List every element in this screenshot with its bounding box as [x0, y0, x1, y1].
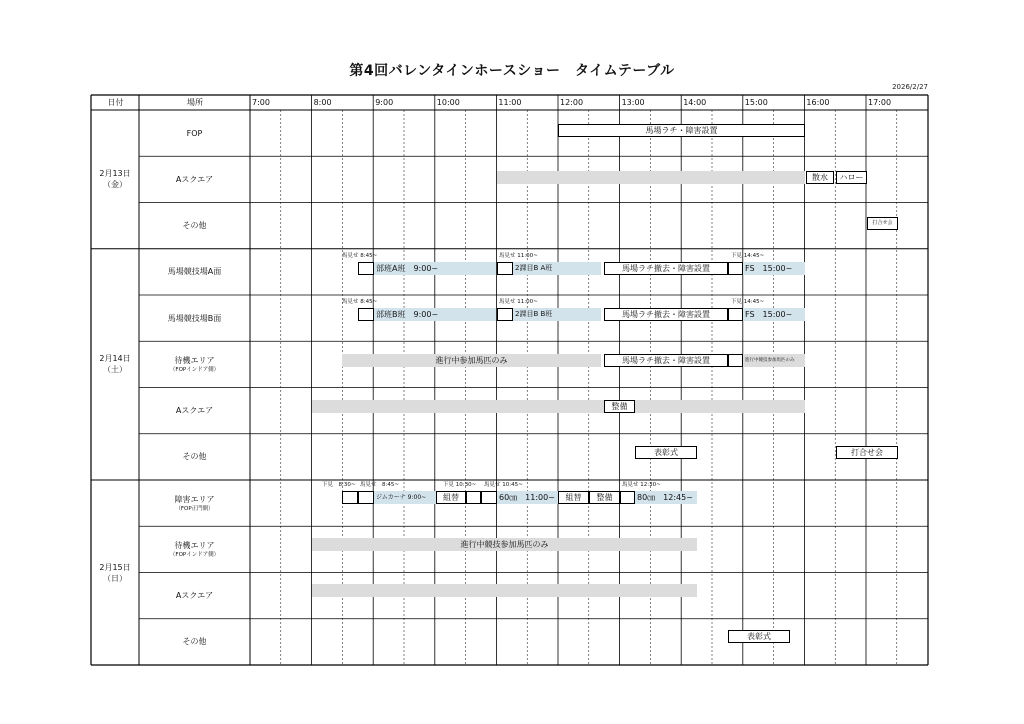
event-waiting-only-15: [312, 538, 697, 551]
day-cell: [91, 110, 139, 249]
event-80cm-label: 80㎝ 12:45~: [637, 493, 693, 502]
place-name: Aスクエア: [175, 591, 214, 601]
note-preview-b: 下見 14:45~: [731, 299, 765, 305]
event-maintenance-14: 整備: [604, 400, 635, 413]
document-date: 2026/2/27: [892, 83, 928, 91]
event-waiting-only-15-label: 進行中競技参加馬匹のみ: [460, 540, 549, 549]
event-buhan-a-marker: [358, 262, 374, 275]
day-label: 2月14日: [99, 354, 131, 364]
event-80cm: [635, 491, 697, 504]
hour-header: 8:00: [313, 98, 332, 107]
day-label: 2月15日: [99, 562, 131, 572]
page-title: 第4回バレンタインホースショー タイムテーブル: [349, 63, 675, 79]
place-sub: （FOPインドア側）: [169, 551, 220, 558]
event-waiting-only-progress: [342, 354, 601, 367]
hour-header: 13:00: [621, 98, 645, 107]
note-preview-jump-1: 下見 8:30~: [322, 482, 356, 488]
event-watering: 散水: [806, 171, 834, 184]
event-fs-b-marker: [728, 308, 743, 321]
event-a-square-gray-bar-15: [312, 584, 697, 597]
place-name: 馬場競技場A面: [167, 267, 222, 277]
event-rachi-removal-a: 馬場ラチ撤去・障害設置: [604, 262, 728, 275]
hour-header: 15:00: [744, 98, 768, 107]
place-name: 待機エリア: [174, 355, 215, 365]
header-day: 日付: [107, 98, 124, 107]
event-jump-marker-2: [358, 491, 374, 504]
event-buhan-b: [358, 308, 496, 321]
event-award-ceremony-14: 表彰式: [635, 446, 697, 459]
note-horse-inspection-a2: 馬見せ 11:00~: [499, 253, 538, 259]
event-regroup-2: 組替: [558, 491, 589, 504]
event-2b-b-marker: [497, 308, 513, 321]
event-buhan-a-label: 部班A班 9:00~: [376, 264, 439, 273]
header-place: 場所: [187, 98, 203, 107]
note-horse-inspection-jump-2: 馬見せ 10:45~: [484, 482, 523, 488]
event-2b-b-label: 2課目B B班: [515, 310, 553, 318]
event-fop-rachi-setup: 馬場ラチ・障害設置: [558, 124, 805, 137]
note-horse-inspection-b1: 馬見せ 8:45~: [342, 299, 378, 305]
hour-header: 17:00: [868, 98, 892, 107]
hour-header: 14:00: [683, 98, 707, 107]
hour-header: 7:00: [252, 98, 270, 107]
event-a-square-gray-bar: [497, 171, 805, 184]
event-buhan-a: [358, 262, 496, 275]
event-maintenance-jump: 整備: [589, 491, 620, 504]
place-name: FOP: [186, 128, 203, 138]
event-jump-marker-4: [481, 491, 497, 504]
place-cell: [139, 341, 250, 387]
event-regroup-1: 組替: [436, 491, 466, 504]
place-sub: （FOPインドア側）: [169, 366, 220, 373]
place-name: Aスクエア: [175, 174, 214, 184]
event-2b-a-marker: [497, 262, 513, 275]
event-fs-a: [743, 262, 805, 275]
event-fs-a-marker: [728, 262, 743, 275]
place-cell: [139, 249, 250, 295]
event-rachi-removal-b: 馬場ラチ撤去・障害設置: [604, 308, 728, 321]
event-60cm: [497, 491, 558, 504]
place-cell: [139, 110, 250, 156]
event-jump-marker-5: [620, 491, 635, 504]
place-name: 馬場競技場B面: [167, 313, 222, 323]
event-harrow: ハロー: [836, 171, 867, 184]
event-2b-a-label: 2課目B A班: [515, 264, 553, 272]
event-buhan-b-label: 部班B班 9:00~: [376, 310, 439, 319]
event-jump-marker-1: [342, 491, 358, 504]
day-cell: [91, 249, 139, 480]
hour-header: 10:00: [436, 98, 460, 107]
note-horse-inspection-jump-1: 馬見せ 8:45~: [360, 482, 399, 488]
place-cell: [139, 203, 250, 249]
place-name: その他: [182, 452, 207, 462]
day-label: （日）: [103, 573, 127, 583]
event-waiting-competition: [743, 354, 805, 367]
place-name: Aスクエア: [175, 406, 214, 416]
hour-header: 16:00: [806, 98, 830, 107]
note-preview-a: 下見 14:45~: [731, 253, 765, 259]
event-meeting-small: 打合せ会: [867, 217, 898, 230]
event-60cm-label: 60㎝ 11:00~: [499, 493, 555, 502]
note-horse-inspection-jump-3: 馬見せ 12:30~: [622, 482, 661, 488]
event-gymkhana-label: ジムカーナ 9:00~: [376, 494, 427, 501]
place-cell: [139, 573, 250, 619]
place-cell: [139, 156, 250, 202]
event-waiting-marker: [728, 354, 743, 367]
place-cell: [139, 388, 250, 434]
hour-header: 11:00: [498, 98, 522, 107]
day-cell: [91, 480, 139, 665]
hour-header: 9:00: [375, 98, 394, 107]
place-cell: [139, 295, 250, 341]
event-fs-b: [743, 308, 805, 321]
place-name: その他: [182, 221, 207, 231]
day-label: （土）: [103, 365, 127, 375]
note-preview-jump-2: 下見 10:30~: [443, 482, 477, 488]
event-award-ceremony-15: 表彰式: [728, 630, 790, 643]
place-name: その他: [182, 637, 207, 647]
event-fs-b-label: FS 15:00~: [745, 310, 793, 319]
note-horse-inspection-b2: 馬見せ 11:00~: [499, 299, 538, 305]
place-cell: [139, 619, 250, 665]
place-cell: [139, 434, 250, 480]
event-waiting-only-progress-label: 進行中参加馬匹のみ: [435, 356, 508, 365]
event-waiting-competition-label: 進行中競技参加馬匹のみ: [745, 358, 795, 363]
place-name: 障害エリア: [174, 494, 215, 504]
event-meeting-14: 打合せ会: [836, 446, 898, 459]
place-name: 待機エリア: [174, 540, 215, 550]
place-cell: [139, 480, 250, 526]
event-rachi-removal-waiting: 馬場ラチ撤去・障害設置: [604, 354, 728, 367]
place-sub: （FOP正門側）: [175, 505, 214, 512]
day-label: （金）: [103, 180, 127, 190]
day-label: 2月13日: [99, 169, 131, 179]
event-buhan-b-marker: [358, 308, 374, 321]
place-cell: [139, 526, 250, 572]
event-gymkhana: [374, 491, 436, 504]
event-a-square-gray-bar-14: [312, 400, 805, 413]
note-horse-inspection-a1: 馬見せ 8:45~: [342, 253, 378, 259]
event-fs-a-label: FS 15:00~: [745, 264, 793, 273]
event-jump-marker-3: [466, 491, 481, 504]
hour-header: 12:00: [560, 98, 584, 107]
